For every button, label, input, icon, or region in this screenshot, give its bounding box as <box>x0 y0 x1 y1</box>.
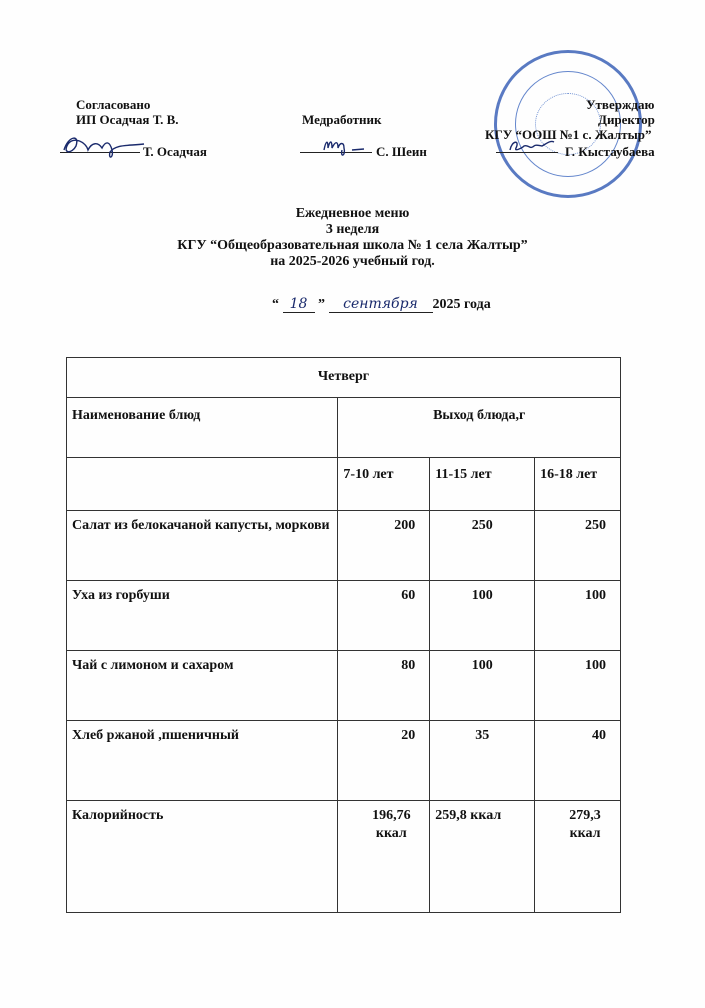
table-row <box>67 511 621 581</box>
dish-value-11-15: 35 <box>430 721 535 801</box>
signer-left-name: Т. Осадчая <box>143 144 207 159</box>
age-group-7-10: 7-10 лет <box>338 458 430 511</box>
table-row <box>67 581 621 651</box>
calories-11-15: 259,8 ккал <box>430 801 535 913</box>
age-group-row <box>67 458 621 511</box>
day-row <box>67 358 621 398</box>
approval-right-org: КГУ “ООШ №1 с. Жалтыр” <box>485 127 652 142</box>
dish-value-11-15: 250 <box>430 511 535 581</box>
age-group-empty-cell <box>67 458 338 511</box>
menu-table <box>66 357 621 913</box>
header-row <box>67 398 621 458</box>
dish-value-16-18: 100 <box>535 581 621 651</box>
dish-value-11-15: 100 <box>430 651 535 721</box>
dish-value-7-10: 80 <box>338 651 430 721</box>
signer-middle-name: С. Шеин <box>376 144 427 159</box>
age-group-11-15: 11-15 лет <box>430 458 535 511</box>
dish-value-16-18: 40 <box>535 721 621 801</box>
approval-middle-label: Медработник <box>302 112 382 127</box>
col-header-output: Выход блюда,г <box>338 398 621 458</box>
date-month: сентября <box>329 296 433 313</box>
date-day: 18 <box>283 296 315 313</box>
dish-name: Чай с лимоном и сахаром <box>67 651 338 721</box>
dish-value-16-18: 100 <box>535 651 621 721</box>
col-header-dish-name: Наименование блюд <box>67 398 338 458</box>
calories-7-10: 196,76 ккал <box>338 801 430 913</box>
signer-right-name: Г. Кыстаубаева <box>565 144 655 159</box>
table-row <box>67 651 621 721</box>
table-row <box>67 721 621 801</box>
date-open-quote: “ <box>272 297 279 312</box>
school-year: на 2025-2026 учебный год. <box>270 254 435 269</box>
date-close-quote: ” <box>318 297 325 312</box>
dish-value-7-10: 200 <box>338 511 430 581</box>
signature-middle-icon <box>318 134 374 158</box>
day-name: Четверг <box>67 358 621 398</box>
dish-value-7-10: 20 <box>338 721 430 801</box>
week-label: 3 неделя <box>325 222 380 237</box>
signature-left-icon <box>58 132 146 160</box>
calories-row <box>67 801 621 913</box>
age-group-16-18: 16-18 лет <box>535 458 621 511</box>
dish-name: Салат из белокачаной капусты, моркови <box>67 511 338 581</box>
calories-16-18: 279,3 ккал <box>535 801 621 913</box>
date-line <box>272 296 491 313</box>
approval-left-org: ИП Осадчая Т. В. <box>76 112 179 127</box>
signature-right-icon <box>506 136 558 156</box>
document-title: Ежедневное меню <box>295 206 410 221</box>
dish-value-7-10: 60 <box>338 581 430 651</box>
approval-right-position: Директор <box>598 112 655 127</box>
dish-name: Уха из горбуши <box>67 581 338 651</box>
dish-name: Хлеб ржаной ,пшеничный <box>67 721 338 801</box>
calories-label: Калорийность <box>67 801 338 913</box>
school-name: КГУ “Общеобразовательная школа № 1 села Жалтыр” <box>177 238 528 253</box>
dish-value-16-18: 250 <box>535 511 621 581</box>
dish-value-11-15: 100 <box>430 581 535 651</box>
date-year: 2025 года <box>432 297 491 312</box>
approval-left-label: Согласовано <box>76 97 151 112</box>
approval-right-label: Утверждаю <box>586 97 655 112</box>
